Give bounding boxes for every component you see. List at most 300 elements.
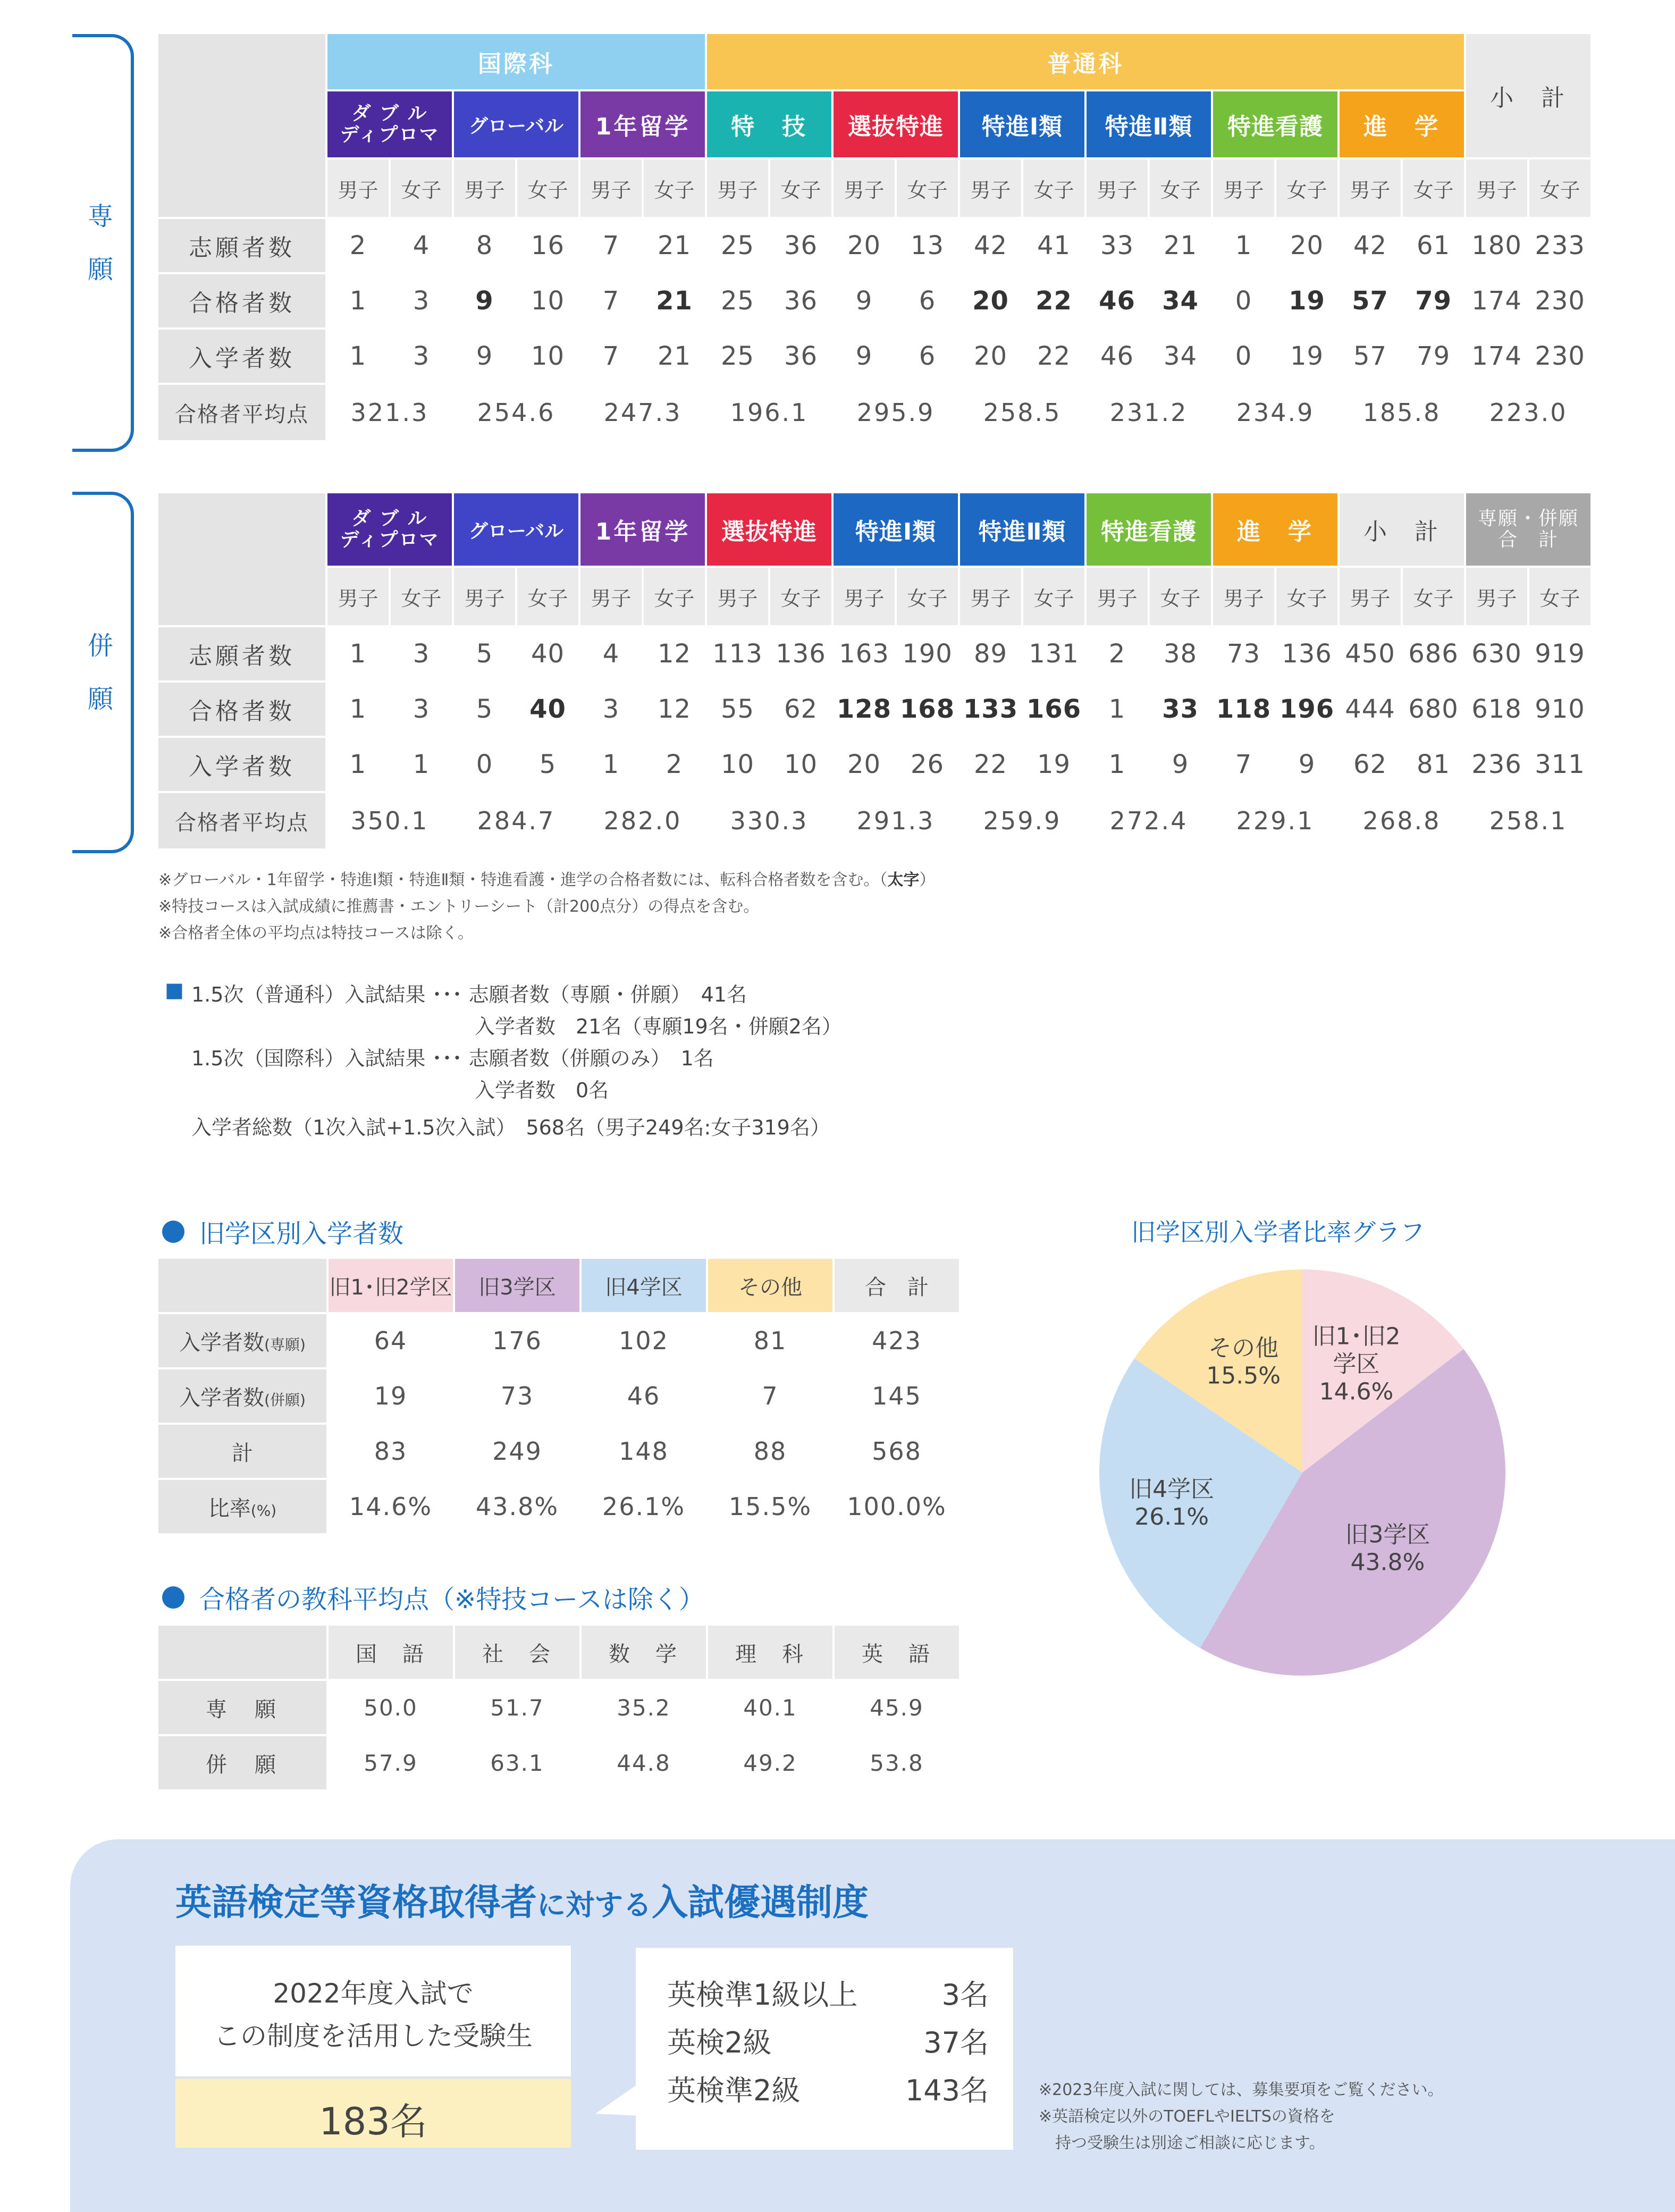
eiken-title: 英語検定等資格取得者に対する入試優遇制度 [175,1882,869,1924]
result-line-2b: 入学者数 0名 [475,1079,609,1102]
table-cell: 79 [1403,330,1464,383]
table-cell: 136 [770,627,831,680]
sex-header: 女子 [1276,568,1337,625]
bullet-icon [162,1221,184,1243]
pie-slice-label: 学区 [1333,1350,1380,1378]
avg-cell: 284.7 [454,793,578,848]
table-cell: 450 [1340,627,1401,680]
table-cell: 34 [1150,330,1211,383]
avg-label: 合格者平均点 [158,385,325,440]
group-kokusai: 国際科 [327,34,705,89]
table-cell: 42 [1340,219,1401,272]
table-cell: 20 [834,219,895,272]
subject-header: 国 語 [329,1626,453,1679]
row-label: 入学者数(専願) [158,1314,326,1367]
group-futsu: 普通科 [707,34,1464,89]
district-table [156,1257,961,1535]
table-cell: 118 [1213,683,1274,736]
table-cell: 21 [1150,219,1211,272]
table-cell: 19 [1023,738,1084,791]
eiken-usage-line-1: 2022年度入試で [273,1978,474,2009]
eiken-usage-line-2: この制度を活用した受験生 [214,2021,533,2051]
table-cell: 20 [1276,219,1337,272]
eiken-grade-count: 3名 [941,1978,989,2012]
sex-header: 男子 [1087,568,1148,625]
table-cell: 81 [1403,738,1464,791]
result-line-2a: 1.5次（国際科）入試結果 ･･･ 志願者数（併願のみ） 1名 [191,1047,714,1070]
result-marker: ■ [165,978,184,1002]
heigan-bracket [70,492,134,853]
pie-slice-label: 43.8% [1350,1549,1425,1576]
table-cell: 3 [391,274,452,327]
sex-header: 男子 [1340,159,1401,217]
table-cell: 9 [834,330,895,383]
corner-cell [158,1626,326,1679]
table-cell: 910 [1529,683,1590,736]
table-cell: 1 [580,738,642,791]
table-cell: 35.2 [582,1681,706,1734]
table-cell: 1 [1213,219,1274,272]
sex-header: 男子 [1340,568,1401,625]
subject-header: 理 科 [708,1626,832,1679]
course-double-diploma: ダ ブ ル ディプロマ [327,493,452,566]
table-cell: 174 [1466,274,1527,327]
row-label: 入学者数(併願) [158,1369,326,1423]
pie-slice-label: 旧1･旧2 [1312,1323,1401,1350]
table-cell: 25 [707,330,768,383]
table-cell: 21 [644,274,705,327]
table-cell: 33 [1087,219,1148,272]
sex-header: 女子 [1529,159,1590,217]
table-cell: 4 [391,219,452,272]
table-cell: 19 [1276,330,1337,383]
table-cell: 9 [454,274,515,327]
eiken-note-1: ※2023年度入試に関しては、募集要項をご覧ください。 [1039,2081,1444,2099]
subject-title: 合格者の教科平均点（※特技コースは除く） [162,1579,704,1616]
corner-cell [158,493,325,625]
avg-cell: 330.3 [707,793,831,848]
sex-header: 女子 [391,159,452,217]
table-cell: 7 [580,330,642,383]
table-cell: 19 [329,1369,453,1423]
table-cell: 25 [707,219,768,272]
subject-header: 社 会 [455,1626,579,1679]
table-cell: 49.2 [708,1736,832,1789]
row-label: 比率(%) [158,1480,326,1533]
sex-header: 男子 [960,159,1021,217]
avg-cell: 272.4 [1087,793,1211,848]
table-cell: 20 [960,330,1021,383]
table-cell: 5 [517,738,578,791]
result-line-1a: 1.5次（普通科）入試結果 ･･･ 志願者数（専願・併願） 41名 [191,983,747,1006]
table-cell: 2 [644,738,705,791]
sex-header: 女子 [517,568,578,625]
sex-header: 女子 [770,159,831,217]
table-cell: 9 [454,330,515,383]
table-cell: 79 [1403,274,1464,327]
table-cell: 62 [1340,738,1401,791]
table-cell: 57 [1340,330,1401,383]
eiken-grade-count: 37名 [923,2026,989,2059]
table-cell: 12 [644,683,705,736]
table-cell: 51.7 [455,1681,579,1734]
eiken-grade-label: 英検2級 [667,2026,772,2059]
course-shoukei: 小 計 [1340,493,1464,566]
sex-header: 男子 [327,568,389,625]
course-global: グローバル [454,91,578,157]
table-cell: 190 [897,627,958,680]
course-ryugaku: 1年留学 [580,91,705,157]
table-cell: 2 [1087,627,1148,680]
table-cell: 176 [455,1314,579,1367]
eiken-grade-count: 143名 [905,2074,989,2107]
result-line-3: 入学者総数（1次入試+1.5次入試） 568名（男子249名:女子319名） [191,1116,830,1139]
avg-cell: 350.1 [327,793,452,848]
sex-header: 男子 [327,159,389,217]
table-cell: 45.9 [835,1681,959,1734]
course-kango: 特進看護 [1213,91,1337,157]
row-label: 志願者数 [158,219,325,272]
group-shoukei: 小 計 [1466,34,1590,157]
table-cell: 7 [580,219,642,272]
avg-cell: 258.5 [960,385,1084,440]
table-cell: 168 [897,683,958,736]
course-shingaku: 進 学 [1213,493,1337,566]
table-cell: 16 [517,219,578,272]
sex-header: 女子 [1150,568,1211,625]
sex-header: 男子 [1213,568,1274,625]
senngan-label-2: 願 [87,255,113,284]
table-cell: 53.8 [835,1736,959,1789]
senngan-table [156,32,1593,442]
table-cell: 233 [1529,219,1590,272]
table-cell: 40 [517,683,578,736]
table-cell: 22 [1023,330,1084,383]
table-cell: 61 [1403,219,1464,272]
table-cell: 88 [708,1425,832,1478]
sex-header: 男子 [834,568,895,625]
district-header: 合 計 [835,1259,959,1312]
table-cell: 43.8% [455,1480,579,1533]
table-cell: 36 [770,330,831,383]
table-cell: 26 [897,738,958,791]
row-label: 入学者数 [158,738,325,791]
corner-cell [158,1259,326,1312]
district-header: その他 [708,1259,832,1312]
avg-cell: 229.1 [1213,793,1337,848]
table-cell: 0 [454,738,515,791]
table-cell: 40 [517,627,578,680]
table-cell: 686 [1403,627,1464,680]
table-cell: 0 [1213,274,1274,327]
course-shingaku: 進 学 [1340,91,1464,157]
table-cell: 33 [1150,683,1211,736]
table-cell: 7 [1213,738,1274,791]
eiken-grade-label: 英検準1級以上 [667,1978,858,2012]
sex-header: 女子 [1403,159,1464,217]
table-cell: 13 [897,219,958,272]
table-cell: 0 [1213,330,1274,383]
table-cell: 133 [960,683,1021,736]
note-2: ※特技コースは入試成績に推薦書・エントリーシート（計200点分）の得点を含む。 [158,897,760,916]
table-cell: 230 [1529,330,1590,383]
pie-chart-title: 旧学区別入学者比率グラフ [1131,1218,1425,1247]
table-cell: 5 [454,683,515,736]
row-label: 計 [158,1425,326,1478]
subject-header: 数 学 [582,1626,706,1679]
sex-header: 女子 [1023,159,1084,217]
row-label: 合格者数 [158,683,325,736]
eiken-usage-count: 183名 [319,2100,427,2143]
table-cell: 10 [517,274,578,327]
avg-cell: 282.0 [580,793,705,848]
table-cell: 9 [834,274,895,327]
sex-header: 女子 [770,568,831,625]
sex-header: 男子 [454,159,515,217]
avg-cell: 185.8 [1340,385,1464,440]
table-cell: 21 [644,330,705,383]
table-cell: 174 [1466,330,1527,383]
table-cell: 136 [1276,627,1337,680]
table-cell: 44.8 [582,1736,706,1789]
table-cell: 1 [327,627,389,680]
eiken-note-2: ※英語検定以外のTOEFLやIELTSの資格を [1039,2107,1335,2126]
sex-header: 女子 [644,159,705,217]
table-cell: 9 [1150,738,1211,791]
table-cell: 46 [1087,274,1148,327]
table-cell: 63.1 [455,1736,579,1789]
table-cell: 6 [897,330,958,383]
sex-header: 男子 [707,568,768,625]
senngan-label-1: 専 [87,201,113,231]
table-cell: 6 [897,274,958,327]
table-cell: 22 [960,738,1021,791]
avg-cell: 247.3 [580,385,705,440]
table-cell: 73 [1213,627,1274,680]
table-cell: 145 [835,1369,959,1423]
table-cell: 7 [708,1369,832,1423]
heigan-label-2: 願 [87,684,113,714]
sex-header: 女子 [517,159,578,217]
table-cell: 21 [644,219,705,272]
note-3: ※合格者全体の平均点は特技コースは除く。 [158,924,474,943]
table-cell: 5 [454,627,515,680]
eiken-grade-label: 英検準2級 [667,2074,801,2107]
table-cell: 55 [707,683,768,736]
table-cell: 2 [327,219,389,272]
pie-slice-label: 旧4学区 [1129,1475,1215,1503]
table-cell: 1 [391,738,452,791]
table-cell: 57 [1340,274,1401,327]
table-cell: 3 [391,683,452,736]
course-double-diploma: ダ ブ ル ディプロマ [327,91,452,157]
table-cell: 230 [1529,274,1590,327]
table-cell: 26.1% [582,1480,706,1533]
table-cell: 41 [1023,219,1084,272]
pie-slice-label: その他 [1208,1334,1279,1362]
sex-header: 男子 [834,159,895,217]
table-cell: 10 [707,738,768,791]
heigan-label-1: 併 [87,631,113,661]
course-tokugi: 特 技 [707,91,831,157]
table-cell: 8 [454,219,515,272]
row-label: 併 願 [158,1736,326,1789]
pie-slice-label: 旧3学区 [1345,1521,1430,1549]
table-cell: 3 [391,330,452,383]
course-tokushin-2: 特進Ⅱ類 [1087,91,1211,157]
table-cell: 1 [1087,738,1148,791]
table-cell: 919 [1529,627,1590,680]
table-cell: 20 [960,274,1021,327]
subject-header: 英 語 [835,1626,959,1679]
table-cell: 249 [455,1425,579,1478]
table-cell: 4 [580,627,642,680]
avg-cell: 234.9 [1213,385,1337,440]
table-cell: 9 [1276,738,1337,791]
table-cell: 148 [582,1425,706,1478]
table-cell: 1 [327,274,389,327]
course-goukei: 専願・併願 合 計 [1466,493,1590,566]
table-cell: 568 [835,1425,959,1478]
table-cell: 83 [329,1425,453,1478]
sex-header: 女子 [1403,568,1464,625]
table-cell: 25 [707,274,768,327]
sex-header: 女子 [897,159,958,217]
avg-cell: 258.1 [1466,793,1590,848]
sex-header: 女子 [644,568,705,625]
district-header: 旧1･旧2学区 [329,1259,453,1312]
table-cell: 3 [391,627,452,680]
table-cell: 46 [582,1369,706,1423]
district-header: 旧4学区 [582,1259,706,1312]
table-cell: 1 [327,330,389,383]
district-title: 旧学区別入学者数 [162,1213,403,1250]
table-cell: 10 [770,738,831,791]
table-cell: 40.1 [708,1681,832,1734]
sex-header: 女子 [391,568,452,625]
course-ryugaku: 1年留学 [580,493,705,566]
pie-slice-label: 26.1% [1134,1503,1209,1530]
table-cell: 15.5% [708,1480,832,1533]
table-cell: 1 [327,683,389,736]
avg-cell: 295.9 [834,385,958,440]
eiken-note-3: 持つ受験生は別途ご相談に応じます。 [1055,2134,1325,2152]
table-cell: 22 [1023,274,1084,327]
eiken-usage-box [175,1946,571,2076]
avg-label: 合格者平均点 [158,793,325,848]
row-label: 専 願 [158,1681,326,1734]
table-cell: 7 [580,274,642,327]
table-cell: 236 [1466,738,1527,791]
table-cell: 1 [1087,683,1148,736]
table-cell: 423 [835,1314,959,1367]
row-label: 志願者数 [158,627,325,680]
course-tokushin-1: 特進Ⅰ類 [960,91,1084,157]
table-cell: 50.0 [329,1681,453,1734]
row-label: 入学者数 [158,330,325,383]
table-cell: 131 [1023,627,1084,680]
table-cell: 1 [327,738,389,791]
sex-header: 男子 [1213,159,1274,217]
sex-header: 男子 [960,568,1021,625]
avg-cell: 223.0 [1466,385,1590,440]
table-cell: 20 [834,738,895,791]
avg-cell: 321.3 [327,385,452,440]
result-line-1b: 入学者数 21名（専願19名・併願2名） [475,1015,842,1038]
table-cell: 81 [708,1314,832,1367]
table-cell: 36 [770,274,831,327]
table-cell: 62 [770,683,831,736]
senngan-bracket [70,34,134,452]
table-cell: 102 [582,1314,706,1367]
avg-cell: 259.9 [960,793,1084,848]
pie-chart [1084,1244,1520,1701]
sex-header: 男子 [580,568,642,625]
heigan-table [156,491,1593,851]
sex-header: 男子 [580,159,642,217]
sex-header: 男子 [1466,568,1527,625]
table-cell: 38 [1150,627,1211,680]
table-cell: 163 [834,627,895,680]
table-cell: 680 [1403,683,1464,736]
sex-header: 女子 [1529,568,1590,625]
table-cell: 3 [580,683,642,736]
sex-header: 女子 [1276,159,1337,217]
sex-header: 男子 [707,159,768,217]
table-cell: 64 [329,1314,453,1367]
course-senbatsu: 選抜特進 [707,493,831,566]
table-cell: 128 [834,683,895,736]
course-global: グローバル [454,493,578,566]
table-cell: 113 [707,627,768,680]
course-tokushin-1: 特進Ⅰ類 [834,493,958,566]
course-tokushin-2: 特進Ⅱ類 [960,493,1084,566]
table-cell: 166 [1023,683,1084,736]
avg-cell: 268.8 [1340,793,1464,848]
avg-cell: 291.3 [834,793,958,848]
bullet-icon [162,1586,184,1609]
note-1: ※グローバル・1年留学・特進Ⅰ類・特進Ⅱ類・特進看護・進学の合格者数には、転科合格者数を含む。（太字） [158,871,936,889]
avg-cell: 254.6 [454,385,578,440]
table-cell: 12 [644,627,705,680]
table-cell: 14.6% [329,1480,453,1533]
table-cell: 42 [960,219,1021,272]
avg-cell: 231.2 [1087,385,1211,440]
speech-pointer-icon [595,2084,638,2116]
course-senbatsu: 選抜特進 [834,91,958,157]
table-cell: 36 [770,219,831,272]
table-cell: 46 [1087,330,1148,383]
course-kango: 特進看護 [1087,493,1211,566]
sex-header: 女子 [1023,568,1084,625]
table-cell: 630 [1466,627,1527,680]
row-label: 合格者数 [158,274,325,327]
table-cell: 57.9 [329,1736,453,1789]
table-cell: 618 [1466,683,1527,736]
subject-table [156,1624,961,1792]
table-cell: 34 [1150,274,1211,327]
corner-cell [158,34,325,217]
avg-cell: 196.1 [707,385,831,440]
table-cell: 444 [1340,683,1401,736]
pie-slice-label: 15.5% [1206,1362,1281,1390]
sex-header: 男子 [1466,159,1527,217]
table-cell: 180 [1466,219,1527,272]
table-cell: 196 [1276,683,1337,736]
table-cell: 10 [517,330,578,383]
district-header: 旧3学区 [455,1259,579,1312]
sex-header: 男子 [454,568,515,625]
